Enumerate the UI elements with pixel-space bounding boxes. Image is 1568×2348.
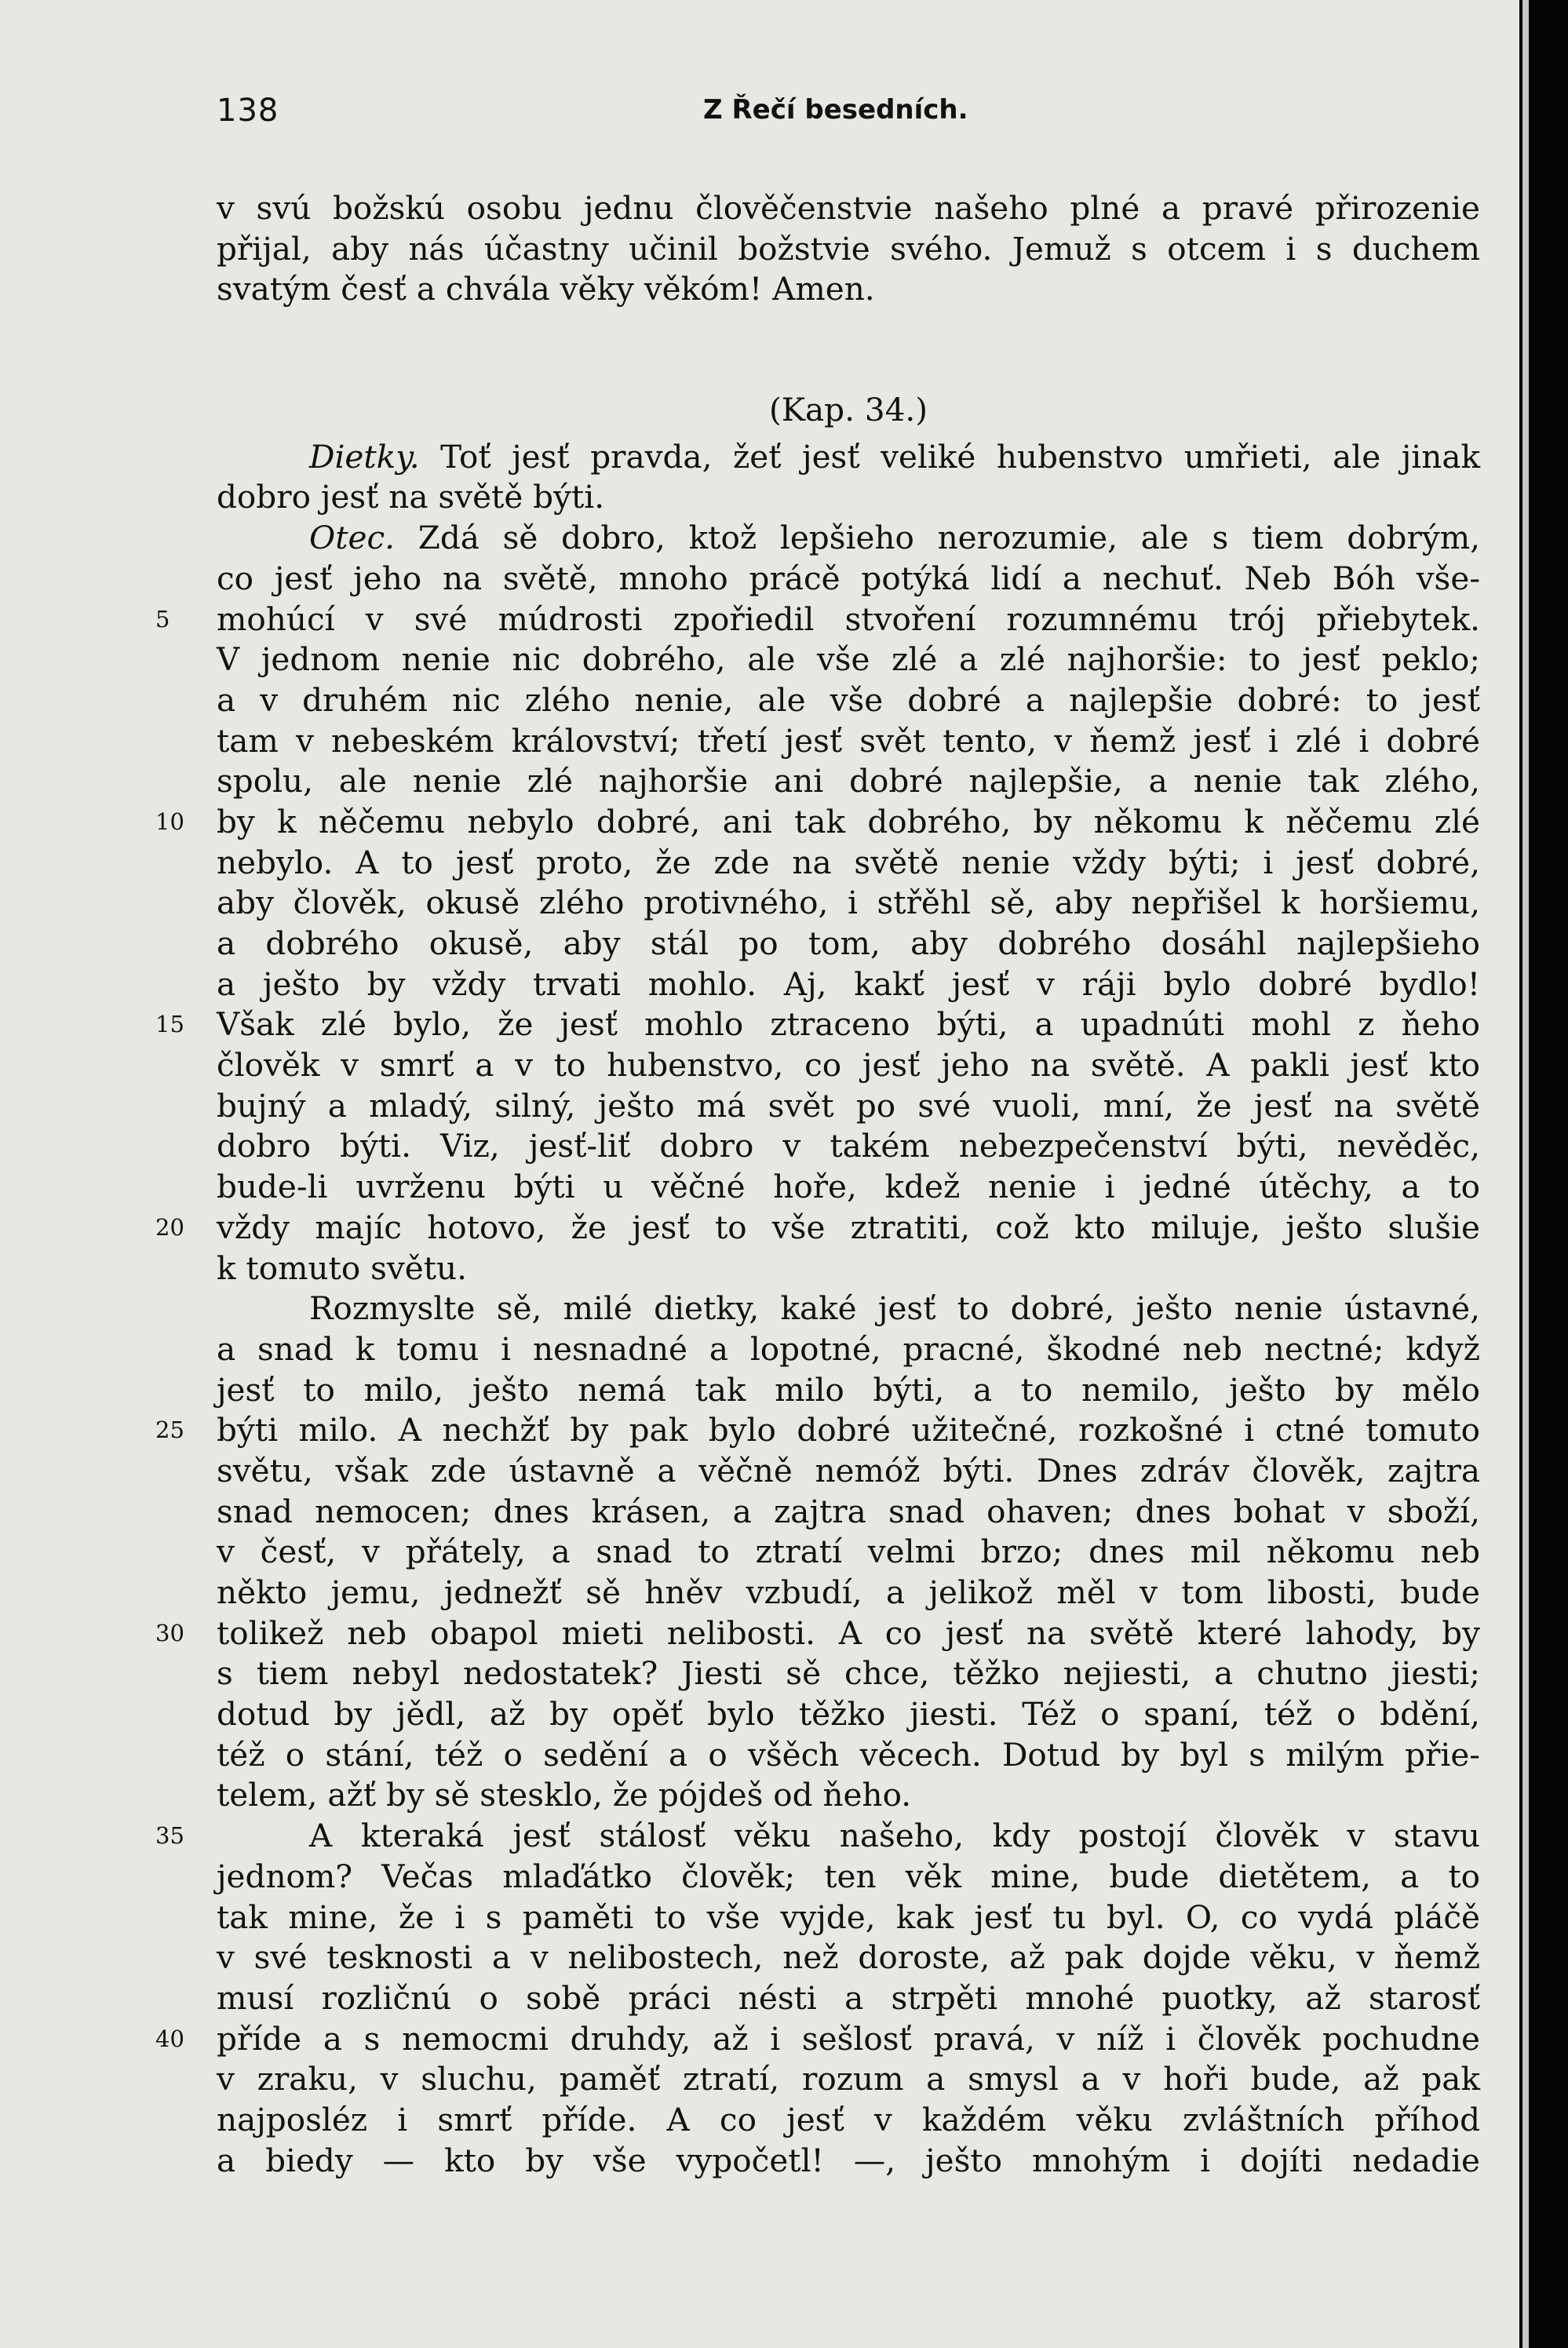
- text-line: [217, 559, 1480, 600]
- line-text: aby člověk, okusě zlého protivného, i střěhl sě, aby nepřišel k horšiemu,: [217, 884, 1480, 922]
- line-text: V jednom nenie nic dobrého, ale vše zlé a zlé najhoršie: to jesť peklo;: [217, 640, 1480, 679]
- line-text: býti milo. A nechžť by pak bylo dobré užitečné, rozkošné i ctné tomuto: [217, 1411, 1480, 1449]
- line-text: musí rozličnú o sobě práci nésti a strpěti mnohé puotky, až starosť: [217, 1978, 1480, 2017]
- text-line: přijal, aby nás účastny učinil božstvie svého. Jemuž s otcem i s duchem: [217, 229, 1480, 268]
- text-line: [217, 1167, 1480, 1208]
- text-line: [155, 1208, 1480, 1249]
- text-line: [217, 2059, 1480, 2100]
- text-line: [217, 721, 1480, 762]
- text-line: [217, 1451, 1480, 1492]
- line-text: tolikež neb obapol mieti nelibosti. A co jesť na světě které lahody, by: [217, 1613, 1480, 1652]
- text-line: [217, 640, 1480, 680]
- text-line: [217, 1492, 1480, 1533]
- section-spacer: [217, 310, 1480, 390]
- line-number: 40: [155, 2025, 184, 2052]
- dialogue-line: [217, 437, 1480, 478]
- text-line: [217, 1775, 1480, 1816]
- line-number: 20: [155, 1213, 184, 1241]
- text-body: [155, 188, 1481, 2181]
- line-text: co jesť jeho na světě, mnoho prácě potýká lidí a nechuť. Neb Bóh vše-: [217, 559, 1480, 597]
- text-line: [217, 1370, 1480, 1411]
- text-line: [155, 1816, 1480, 1857]
- line-text: mohúcí v své múdrosti zpořiedil stvoření rozumnému trój přiebytek.: [217, 600, 1480, 638]
- line-text: A kteraká jesť stálosť věku našeho, kdy postojí člověk v stavu: [309, 1817, 1480, 1855]
- chapter-heading: (Kap. 34.): [768, 391, 928, 429]
- line-text: tak mine, že i s paměti to vše vyjde, kak jesť tu byl. O, co vydá pláčě: [217, 1898, 1480, 1936]
- line-text: dotud by jědl, až by opěť bylo těžko jiesti. Též o spaní, též o bdění,: [217, 1695, 1480, 1734]
- scan-border: [1519, 0, 1568, 2348]
- text-line: [155, 1613, 1480, 1654]
- text-line: [217, 1532, 1480, 1573]
- text-line: [217, 680, 1480, 721]
- page-number: 138: [217, 93, 279, 129]
- line-number: 5: [155, 605, 170, 633]
- line-text: vždy majíc hotovo, že jesť to vše ztratiti, což kto miluje, ješto slušie: [217, 1208, 1480, 1246]
- text-line: [217, 1694, 1480, 1735]
- text-line: [217, 2141, 1480, 2182]
- line-text: a ješto by vždy trvati mohlo. Aj, kakť jesť v ráji bylo dobré bydlo!: [217, 964, 1480, 1003]
- text-line: [217, 1086, 1480, 1127]
- line-text: světu, však zde ústavně a věčně nemóž býti. Dnes zdráv člověk, zajtra: [217, 1451, 1480, 1489]
- running-title: Z Řečí besedních.: [703, 94, 968, 126]
- line-text: jednom? Večas mlaďátko člověk; ten věk mine, bude dietětem, a to: [217, 1857, 1480, 1895]
- text-line: [217, 761, 1480, 802]
- line-text: též o stání, též o sedění a o všěch věcech. Dotud by byl s milým přie-: [217, 1735, 1480, 1774]
- line-text: v zraku, v sluchu, paměť ztratí, rozum a smysl a v hoři bude, až pak: [217, 2060, 1480, 2098]
- line-text: telem, ažť by sě stesklo, že pójdeš od ňeho.: [217, 1776, 912, 1814]
- line-number: 30: [155, 1619, 184, 1646]
- line-text: v česť, v přátely, a snad to ztratí velmi brzo; dnes mil někomu neb: [217, 1533, 1480, 1571]
- page-header: [217, 93, 1482, 140]
- line-text: příde a s nemocmi druhdy, až i sešlosť pravá, v níž i člověk pochudne: [217, 2019, 1480, 2058]
- line-number: 25: [155, 1416, 184, 1444]
- line-text: by k něčemu nebylo dobré, ani tak dobrého, by někomu k něčemu zlé: [217, 802, 1480, 840]
- line-text: někto jemu, jednežť sě hněv vzbudí, a jelikož měl v tom libosti, bude: [217, 1573, 1480, 1611]
- text-line: v svú božskú osobu jednu člověčenstvie našeho plné a pravé přirozenie: [217, 189, 1480, 227]
- text-line: [217, 843, 1480, 884]
- line-text: najposléz i smrť příde. A co jesť v každém věku zvláštních příhod: [217, 2100, 1480, 2138]
- text-line: [217, 883, 1480, 924]
- line-text: bude-li uvrženu býti u věčné hoře, kdež nenie i jedné útěchy, a to: [217, 1168, 1480, 1206]
- dialogue-text: Zdá sě dobro, ktož lepšieho nerozumie, ale s tiem dobrým,: [418, 519, 1480, 557]
- dialogue-text: Toť jesť pravda, žeť jesť veliké hubenstvo umřieti, ale jinak: [440, 437, 1481, 476]
- text-line: [217, 1978, 1480, 2019]
- line-text: bujný a mladý, silný, ješto má svět po své vuoli, mní, že jesť na světě: [217, 1086, 1480, 1125]
- line-text: tam v nebeském království; třetí jesť svět tento, v ňemž jesť i zlé i dobré: [217, 721, 1480, 760]
- line-text: a dobrého okusě, aby stál po tom, aby dobrého dosáhl najlepšieho: [217, 924, 1480, 962]
- dialogue-line: [217, 518, 1480, 559]
- line-text: spolu, ale nenie zlé najhoršie ani dobré najlepšie, a nenie tak zlého,: [217, 762, 1480, 800]
- text-line: [217, 1938, 1480, 1978]
- speaker-name: Otec.: [309, 519, 396, 557]
- text-line: [217, 924, 1480, 964]
- line-text: nebylo. A to jesť proto, že zde na světě nenie vždy býti; i jesť dobré,: [217, 843, 1480, 881]
- line-text: snad nemocen; dnes krásen, a zajtra snad ohaven; dnes bohat v sboží,: [217, 1492, 1480, 1530]
- text-line: [155, 1410, 1480, 1451]
- text-line: [217, 1857, 1480, 1898]
- text-line: [217, 1045, 1480, 1086]
- text-line: [217, 1653, 1480, 1694]
- line-text: dobro býti. Viz, jesť-liť dobro v takém nebezpečenství býti, nevěděc,: [217, 1127, 1480, 1165]
- text-line: [155, 600, 1480, 640]
- text-line: [217, 1735, 1480, 1776]
- text-line: [217, 1249, 1480, 1289]
- line-number: 15: [155, 1011, 184, 1038]
- text-line: [217, 1898, 1480, 1938]
- line-text: s tiem nebyl nedostatek? Jiesti sě chce, těžko nejiesti, a chutno jiesti;: [217, 1654, 1480, 1693]
- line-number: 10: [155, 808, 184, 835]
- line-text: v své tesknosti a v nelibostech, než doroste, až pak dojde věku, v ňemž: [217, 1938, 1480, 1977]
- text-line: [217, 964, 1480, 1005]
- line-text: a v druhém nic zlého nenie, ale vše dobré a najlepšie dobré: to jesť: [217, 680, 1480, 719]
- text-line: dobro jesť na světě býti.: [217, 478, 605, 516]
- text-line: [217, 1289, 1480, 1329]
- text-line: [217, 1573, 1480, 1613]
- text-line: svatým česť a chvála věky věkóm! Amen.: [217, 270, 875, 308]
- text-line: [155, 802, 1480, 843]
- body-lines: [155, 559, 1480, 2182]
- line-text: k tomuto světu.: [217, 1249, 467, 1287]
- text-line: [217, 1329, 1480, 1370]
- line-text: Rozmyslte sě, milé dietky, kaké jesť to dobré, ješto nenie ústavné,: [309, 1289, 1480, 1328]
- text-line: [155, 2019, 1480, 2060]
- text-line: [217, 1126, 1480, 1167]
- line-number: 35: [155, 1822, 184, 1850]
- line-text: jesť to milo, ješto nemá tak milo býti, a to nemilo, ješto by mělo: [217, 1370, 1480, 1409]
- line-text: a snad k tomu i nesnadné a lopotné, pracné, škodné neb nectné; když: [217, 1329, 1480, 1368]
- speaker-name: Dietky.: [309, 437, 420, 476]
- text-line: [217, 2100, 1480, 2141]
- text-line: [155, 1004, 1480, 1045]
- line-text: Však zlé bylo, že jesť mohlo ztraceno býti, a upadnúti mohl z ňeho: [217, 1005, 1480, 1044]
- line-text: člověk v smrť a v to hubenstvo, co jesť jeho na světě. A pakli jesť kto: [217, 1046, 1480, 1085]
- line-text: a biedy — kto by vše vypočetl! —, ješto mnohým i dojíti nedadie: [217, 2141, 1480, 2179]
